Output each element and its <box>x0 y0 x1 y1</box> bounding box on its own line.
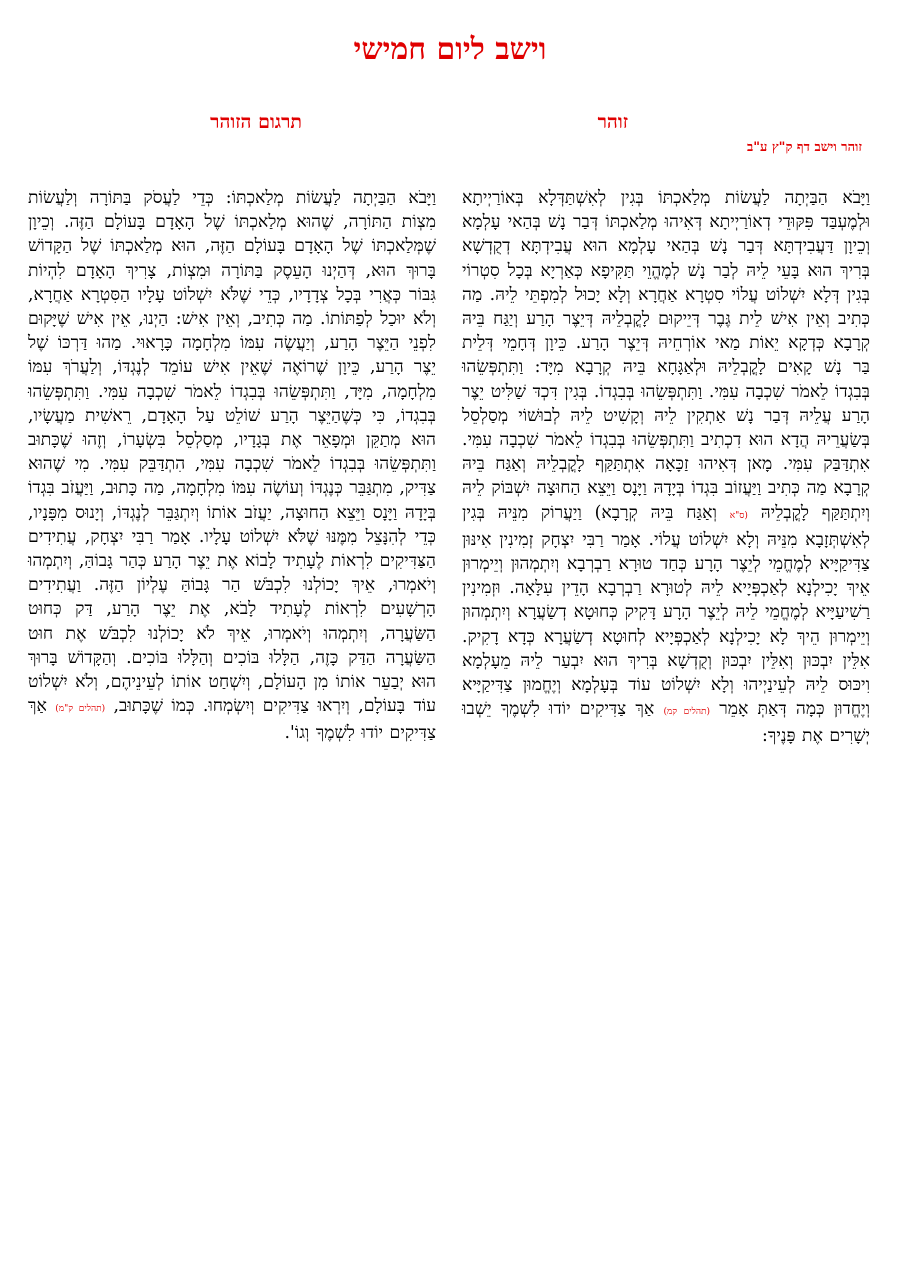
translation-paragraph <box>28 186 436 746</box>
page-title: וישב ליום חמישי <box>353 32 547 67</box>
translation-text-column <box>28 186 436 746</box>
zohar-text-part-1: וַיָּבֹא הַבַּיְתָה לַעֲשׂוֹת מְלַאכְתּוֹ בְּגִין לְאִשְׁתַּדְּלָא בְּאוֹרַיְיתָא וּלְמֶעְבַּד פִּקּוּדֵי דְאוֹרַיְיתָא דְּאִיהוּ מְלַאכְתּוֹ דְּבַר נָשׁ בְּהַאי עָלְמָא וְכֵיוָן דַּעֲבִידְתָּא דְּבַר נָשׁ בְּהַאי עָלְמָא הוּא עֲבִידְתָּא דְקֻדְשָׁא בְּרִיךְ הוּא בָּעֵי לֵיהּ לְבַר נָשׁ לְמֶהֱוֵי תַּקִּיפָא כְּאַרְיָא בְּכָל סִטְרוֹי בְּגִין דְּלָא יִשְׁלוֹט עֲלוֹי סִטְרָא אַחֲרָא וְלָא יָכוּל לְמִפְתֵּי לֵיהּ. מַה כְּתִיב וְאֵין אִישׁ לֵית גֶּבֶר דְּיֵיקוּם לָקֳבְלֵיהּ דְּיֵצֶר הָרַע וְיַגַּח בֵּיהּ קְרָבָא כְּדְקָא יֵאוֹת מַאי אוֹרְחֵיהּ דְּיֵצֶר הָרַע. כֵּיוָן דְּחָמֵי דְּלֵית בַּר נָשׁ קָאִים לָקֳבְלֵיהּ וּלְאַגָּחָא בֵּיהּ קְרָבָא מִיָּד: וַתִּתְפְּשֵׂהוּ בְּבִגְדוֹ לֵאמֹר שִׁכְבָה עִמִּי. וַתִּתְפְּשֵׂהוּ בְּבִגְדוֹ. בְּגִין דִּכְדּ שַׁלִּיט יֵצֶר הָרַע עֲלֵיהּ דְּבַר נָשׁ אַתְקִין לֵיהּ וְקָשִׁיט לֵיהּ לְבוּשׁוֹי מְסַלְסֵל בְּשַׂעֲרֵיהּ הֲדָא הוּא דִכְתִיב וַתִּתְפְּשֵׂהוּ בְּבִגְדוֹ לֵאמֹר שִׁכְבָה עִמִּי. אִתְדַּבַּק עִמִּי. מָאן דְּאִיהוּ זַכָּאָה אִתְתַּקַּף לָקֳבְלֵיהּ וְאַגַּח בֵּיהּ קְרָבָא מַה כְּתִיב וַיַּעֲזוֹב בִּגְדוֹ בְּיָדָהּ וַיָּנָס וַיֵּצֵא הַחוּצָה יִשְׁבּוֹק לֵיהּ וְיִתְתַּקַּף לָקֳבְלֵיהּ <box>462 188 870 523</box>
source-reference: זוהר וישב דף ק"ץ ע"ב <box>746 140 862 155</box>
translation-column-header: תרגום הזוהר <box>210 111 302 133</box>
zohar-verse-quote: אַךְ צַדִּיקִים יוֹדוּ לִשְׁמֶךָ יֵשְׁבוּ יְשָׁרִים אֶת פָּנֶיךָ: <box>462 699 870 747</box>
zohar-paragraph <box>462 186 870 749</box>
zohar-inline-reference: (ס"א <box>729 510 748 521</box>
zohar-text-column <box>462 186 870 749</box>
zohar-column-header: זוהר <box>597 111 628 133</box>
translation-text-part-1: וַיָּבֹא הַבַּיְתָה לַעֲשׂוֹת מְלַאכְתּוֹ: כְּדֵי לַעֲסֹק בַּתּוֹרָה וְלַעֲשׂוֹת מִצְוֹת הַתּוֹרָה, שֶׁהוּא מְלַאכְתּוֹ שֶׁל הָאָדָם בָּעוֹלָם הַזֶּה. וְכֵיוָן שֶׁמְּלַאכְתּוֹ שֶׁל הָאָדָם בָּעוֹלָם הַזֶּה, הוּא מְלַאכְתּוֹ שֶׁל הַקָּדוֹשׁ בָּרוּךְ הוּא, דְּהַיְנוּ הָעֵסֶק בַּתּוֹרָה וּמִצְוֹת, צָרִיךְ הָאָדָם לִהְיוֹת גִּבּוֹר כְּאֲרִי בְּכָל צְדָדָיו, כְּדֵי שֶׁלֹּא יִשְׁלוֹט עָלָיו הַסִּטְרָא אַחֲרָא, וְלֹא יוּכַל לְפַתּוֹתוֹ. מַה כְּתִיב, וְאֵין אִישׁ: הַיְנוּ, אֵין אִישׁ שֶׁיָּקוּם לִפְנֵי הַיֵּצֶר הָרַע, וְיַעֲשֶׂה עִמּוֹ מִלְחָמָה כָּרָאוּי. מַהוּ דַּרְכּוֹ שֶׁל יֵצֶר הָרַע, כֵּיוָן שֶׁרוֹאֶה שֶׁאֵין אִישׁ עוֹמֵד לְנֶגְדּוֹ, וְלַעֲרֹךְ עִמּוֹ מִלְחָמָה, מִיָּד, וַתִּתְפְּשֵׂהוּ בְּבִגְדוֹ לֵאמֹר שִׁכְבָה עִמִּי. וַתִּתְפְּשֵׂהוּ בְּבִגְדוֹ, כִּי כְּשֶׁהַיֵּצֶר הָרַע שׁוֹלֵט עַל הָאָדָם, רֵאשִׁית מַעֲשָׂיו, הוּא מְתַקֵּן וּמְפָאֵר אֶת בְּגָדָיו, מְסַלְסֵל בִּשְׂעָרוֹ, וְזֶהוּ שֶׁכָּתוּב וַתִּתְפְּשֵׂהוּ בְּבִגְדוֹ לֵאמֹר שִׁכְבָה עִמִּי, הִתְדַּבֵּק עִמִּי. מִי שֶׁהוּא צַדִּיק, מִתְגַּבֵּר כְּנֶגְדּוֹ וְעוֹשֶׂה עִמּוֹ מִלְחָמָה, מַה כָּתוּב, וַיַּעֲזֹב בִּגְדוֹ בְּיָדָהּ וַיָּנָס וַיֵּצֵא הַחוּצָה, יַעֲזֹב אוֹתוֹ וְיִתְגַּבֵּר לְנֶגְדּוֹ, וְיָנוּס מִפָּנָיו, כְּדֵי לְהִנָּצֵל מִמֶּנּוּ שֶׁלֹּא יִשְׁלוֹט עָלָיו. אָמַר רַבִּי יִצְחָק, עֲתִידִים הַצַּדִּיקִים לִרְאוֹת לֶעָתִיד לָבוֹא אֶת יֵצֶר הָרַע כְּהַר גָּבוֹהַּ, וְיִתְמְהוּ וְיֹאמְרוּ, אֵיךְ יָכוֹלְנוּ לִכְבֹּשׁ הַר גָּבוֹהַּ עֶלְיוֹן הַזֶּה. וַעֲתִידִים הָרְשָׁעִים לִרְאוֹת לֶעָתִיד לָבֹא, אֶת יֵצֶר הָרַע, דַּק כְּחוּט הַשַּׂעֲרָה, וְיִתְמְהוּ וְיֹאמְרוּ, אֵיךְ לֹא יָכוֹלְנוּ לִכְבֹּשׁ אֶת חוּט הַשַּׂעֲרָה הַדַּק כָּזֶה, הַלָּלוּ בּוֹכִים וְהַלָּלוּ בּוֹכִים. וְהַקָּדוֹשׁ בָּרוּךְ הוּא יְבַעֵר אוֹתוֹ מִן הָעוֹלָם, וְיִשְׁחַט אוֹתוֹ לְעֵינֵיהֶם, וְלֹא יִשְׁלוֹט עוֹד בָּעוֹלָם, וְיִרְאוּ צַדִּיקִים וְיִשְׂמְחוּ. כְּמוֹ שֶׁכָּתוּב, <box>28 188 436 717</box>
zohar-text-part-2: וְאַגַּח בֵּיהּ קְרָבָא) וַיַעֲרוֹק מִנֵּיהּ בְּגִין לְאִשְׁתְּזָבָא מִנֵּיהּ וְלָא יִשְׁלוֹט עֲלוֹי. אָמַר רַבִּי יִצְחָק זְמִינִין אִינּוּן צַדִּיקַיָּיא לְמֶחֱמֵי לְיֵצֶר הָרָע כְּחַד טוּרָא רַבְרְבָא וְיִתְמְהוּן וְיֵימְרוּן אֵיךְ יָכִילְנָא לְאַכְפְּיָיא לֵיהּ לְטוּרָא רַבְרְבָא הָדֵין עִלָּאָה. וּזְמִינִין רַשִׁיעַיָּיא לְמֶחֱמֵי לֵיהּ לְיֵצֶר הָרָע דָּקִיק כְּחוּטָא דְשַׂעֲרָא וְיִתְמְהוּן וְיֵימְרוּן הֵיךְ לָא יָכִילְנָא לְאַכְפְּיָיא לְחוּטָא דְשַׂעֲרָא כְּדָא דָקִיק. אִלֵּין יִבְכּוּן וְאִלֵּין יִבְכּוּן וְקֻדְשָׁא בְּרִיךְ הוּא יִבְעַר לֵיהּ מֵעָלְמָא וִיכּוּס לֵיהּ לְעֵינַיְיהוּ וְלָא יִשְׁלוֹט עוֹד בְּעָלְמָא וְיֶחֱמוּן צַדִּיקַיָּיא וְיֶחֱדוּן כְּמָה דְּאַתְּ אָמֵר <box>462 502 871 720</box>
translation-verse-quote: אַךְ צַדִּיקִים יוֹדוּ לִשְׁמֶךָ וְגוֹ'. <box>28 696 436 744</box>
translation-verse-reference: (תהלים ק"מ) <box>55 704 106 715</box>
zohar-verse-reference: (תהלים קמ) <box>663 707 711 718</box>
